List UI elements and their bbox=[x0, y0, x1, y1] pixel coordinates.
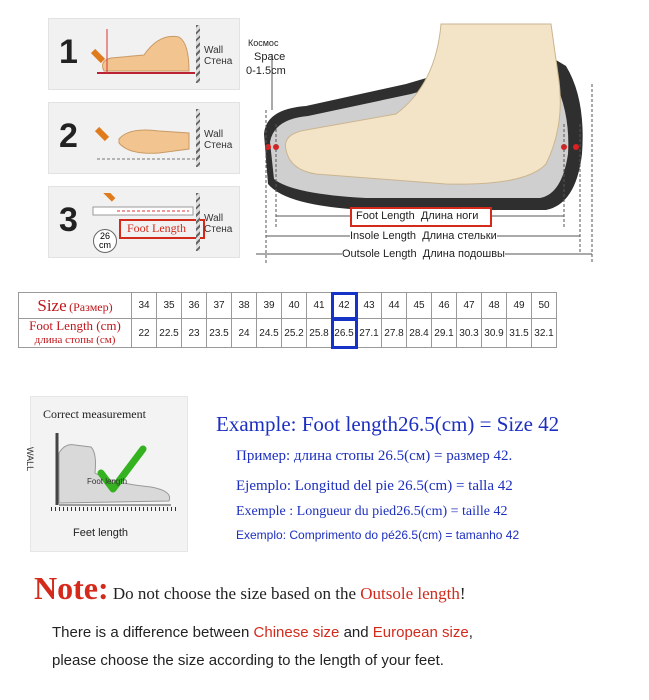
step-2 bbox=[48, 102, 240, 174]
note-label: Note: bbox=[34, 570, 109, 606]
foot-length-en: Foot Length bbox=[356, 210, 415, 222]
wall-label: Wall bbox=[204, 129, 224, 140]
size-cell: 37 bbox=[207, 293, 232, 319]
foot-length-small: Foot length bbox=[87, 477, 128, 486]
size-cell: 43 bbox=[357, 293, 382, 319]
note-text: Do not choose the size based on the bbox=[108, 584, 361, 603]
example-prefix: Пример: длина стопы bbox=[236, 448, 375, 464]
wall-label: Wall bbox=[204, 45, 224, 56]
note-line2-e: , bbox=[468, 624, 473, 641]
wall-label: Wall bbox=[204, 213, 224, 224]
length-cell: 26.5 bbox=[332, 319, 357, 348]
note-line-1 bbox=[34, 570, 466, 607]
wall-icon bbox=[196, 109, 200, 167]
outsole-en: Outsole Length bbox=[342, 248, 417, 260]
size-header bbox=[19, 293, 132, 319]
note-outsole: Outsole length bbox=[360, 584, 460, 603]
example-suffix: = taille 42 bbox=[447, 504, 508, 519]
example-en bbox=[216, 412, 559, 437]
size-label: Size bbox=[37, 295, 67, 315]
example-value: 26.5(cm) bbox=[397, 478, 453, 494]
space-label: Space bbox=[254, 51, 286, 63]
size-cell: 45 bbox=[407, 293, 432, 319]
length-label: Foot Length (cm) bbox=[29, 318, 121, 333]
length-cell: 32.1 bbox=[532, 319, 557, 348]
size-cell: 47 bbox=[457, 293, 482, 319]
step-1 bbox=[48, 18, 240, 90]
length-row bbox=[19, 319, 557, 348]
diagram-foot-length bbox=[356, 210, 478, 222]
example-suffix: = tamanho 42 bbox=[442, 528, 520, 542]
size-cell: 50 bbox=[532, 293, 557, 319]
size-cell: 40 bbox=[282, 293, 307, 319]
foot-measure-illustration bbox=[51, 433, 181, 513]
size-label-ru: (Размер) bbox=[69, 299, 113, 314]
size-cell: 49 bbox=[507, 293, 532, 319]
space-label-ru: Космос bbox=[248, 38, 279, 48]
example-prefix: Exemplo: Comprimento do pé bbox=[236, 528, 395, 542]
example-pt bbox=[236, 528, 519, 542]
example-value: 26.5(cm) bbox=[396, 504, 448, 519]
step-number: 1 bbox=[59, 33, 78, 71]
length-label-ru: длина стопы (см) bbox=[34, 334, 116, 346]
note-line-3: please choose the size according to the length of your feet. bbox=[52, 652, 444, 669]
insole-en: Insole Length bbox=[350, 230, 417, 242]
foot-top-icon bbox=[89, 109, 199, 169]
length-cell: 24.5 bbox=[257, 319, 282, 348]
measurement-steps bbox=[48, 18, 238, 260]
outsole-length bbox=[342, 248, 505, 260]
note-line-2 bbox=[52, 624, 473, 641]
note-exclaim: ! bbox=[459, 584, 466, 603]
example-suffix: = Size 42 bbox=[474, 412, 560, 436]
length-cell: 23.5 bbox=[207, 319, 232, 348]
correct-measurement-box bbox=[25, 396, 188, 552]
size-cell: 41 bbox=[307, 293, 332, 319]
size-cell: 46 bbox=[432, 293, 457, 319]
length-cell: 22.5 bbox=[157, 319, 182, 348]
step-number: 3 bbox=[59, 201, 78, 239]
length-cell: 30.3 bbox=[457, 319, 482, 348]
step-3 bbox=[48, 186, 240, 258]
size-cell: 39 bbox=[257, 293, 282, 319]
example-suffix: = размер 42. bbox=[430, 448, 513, 464]
example-value: 26.5(см) bbox=[377, 448, 431, 464]
length-cell: 23 bbox=[182, 319, 207, 348]
example-suffix: = talla 42 bbox=[452, 478, 513, 494]
example-fr bbox=[236, 504, 508, 520]
size-cell: 38 bbox=[232, 293, 257, 319]
ruler-ticks bbox=[51, 507, 179, 511]
wall-label-ru: Стена bbox=[204, 224, 233, 235]
shoe-diagram bbox=[246, 14, 642, 272]
length-header bbox=[19, 319, 132, 348]
length-cell: 27.1 bbox=[357, 319, 382, 348]
note-european-size: European size bbox=[372, 624, 469, 641]
marker-value: 26 bbox=[99, 231, 110, 241]
example-prefix: Example: Foot length bbox=[216, 412, 398, 436]
size-row bbox=[19, 293, 557, 319]
wall-text: WALL bbox=[25, 447, 35, 472]
size-table bbox=[18, 292, 557, 348]
example-ru bbox=[236, 448, 512, 465]
length-cell: 31.5 bbox=[507, 319, 532, 348]
insole-ru: Длина стельки bbox=[422, 230, 497, 242]
insole-length bbox=[350, 230, 497, 242]
example-value: 26.5(cm) bbox=[394, 528, 443, 542]
note-line2-c: and bbox=[339, 624, 373, 641]
example-value: 26.5(cm) bbox=[397, 412, 475, 436]
length-cell: 25.2 bbox=[282, 319, 307, 348]
size-cell: 44 bbox=[382, 293, 407, 319]
size-cell: 42 bbox=[332, 293, 357, 319]
size-cell: 48 bbox=[482, 293, 507, 319]
size-cell: 36 bbox=[182, 293, 207, 319]
example-prefix: Ejemplo: Longitud del pie bbox=[236, 478, 394, 494]
length-cell: 27.8 bbox=[382, 319, 407, 348]
wall-label-ru: Стена bbox=[204, 140, 233, 151]
length-marker bbox=[93, 229, 117, 253]
step-number: 2 bbox=[59, 117, 78, 155]
note-line2-a: There is a difference between bbox=[52, 624, 254, 641]
size-cell: 35 bbox=[157, 293, 182, 319]
example-es bbox=[236, 478, 513, 495]
foot-side-icon bbox=[89, 25, 199, 85]
wall-icon bbox=[196, 193, 200, 251]
feet-length-label: Feet length bbox=[73, 527, 129, 539]
foot-length-ru: Длина ноги bbox=[420, 210, 479, 222]
marker-unit: cm bbox=[99, 240, 111, 250]
length-cell: 30.9 bbox=[482, 319, 507, 348]
outsole-ru: Длина подошвы bbox=[422, 248, 505, 260]
length-cell: 29.1 bbox=[432, 319, 457, 348]
note-chinese-size: Chinese size bbox=[253, 624, 340, 641]
example-prefix: Exemple : Longueur du pied bbox=[236, 504, 397, 519]
wall-label-ru: Стена bbox=[204, 56, 233, 67]
length-cell: 25.8 bbox=[307, 319, 332, 348]
space-range: 0-1.5cm bbox=[246, 65, 286, 77]
wall-icon bbox=[196, 25, 200, 83]
length-cell: 24 bbox=[232, 319, 257, 348]
length-cell: 28.4 bbox=[407, 319, 432, 348]
length-cell: 22 bbox=[132, 319, 157, 348]
foot-length-label: Foot Length bbox=[127, 221, 186, 235]
size-cell: 34 bbox=[132, 293, 157, 319]
measurement-title: Correct measurement bbox=[43, 407, 146, 421]
